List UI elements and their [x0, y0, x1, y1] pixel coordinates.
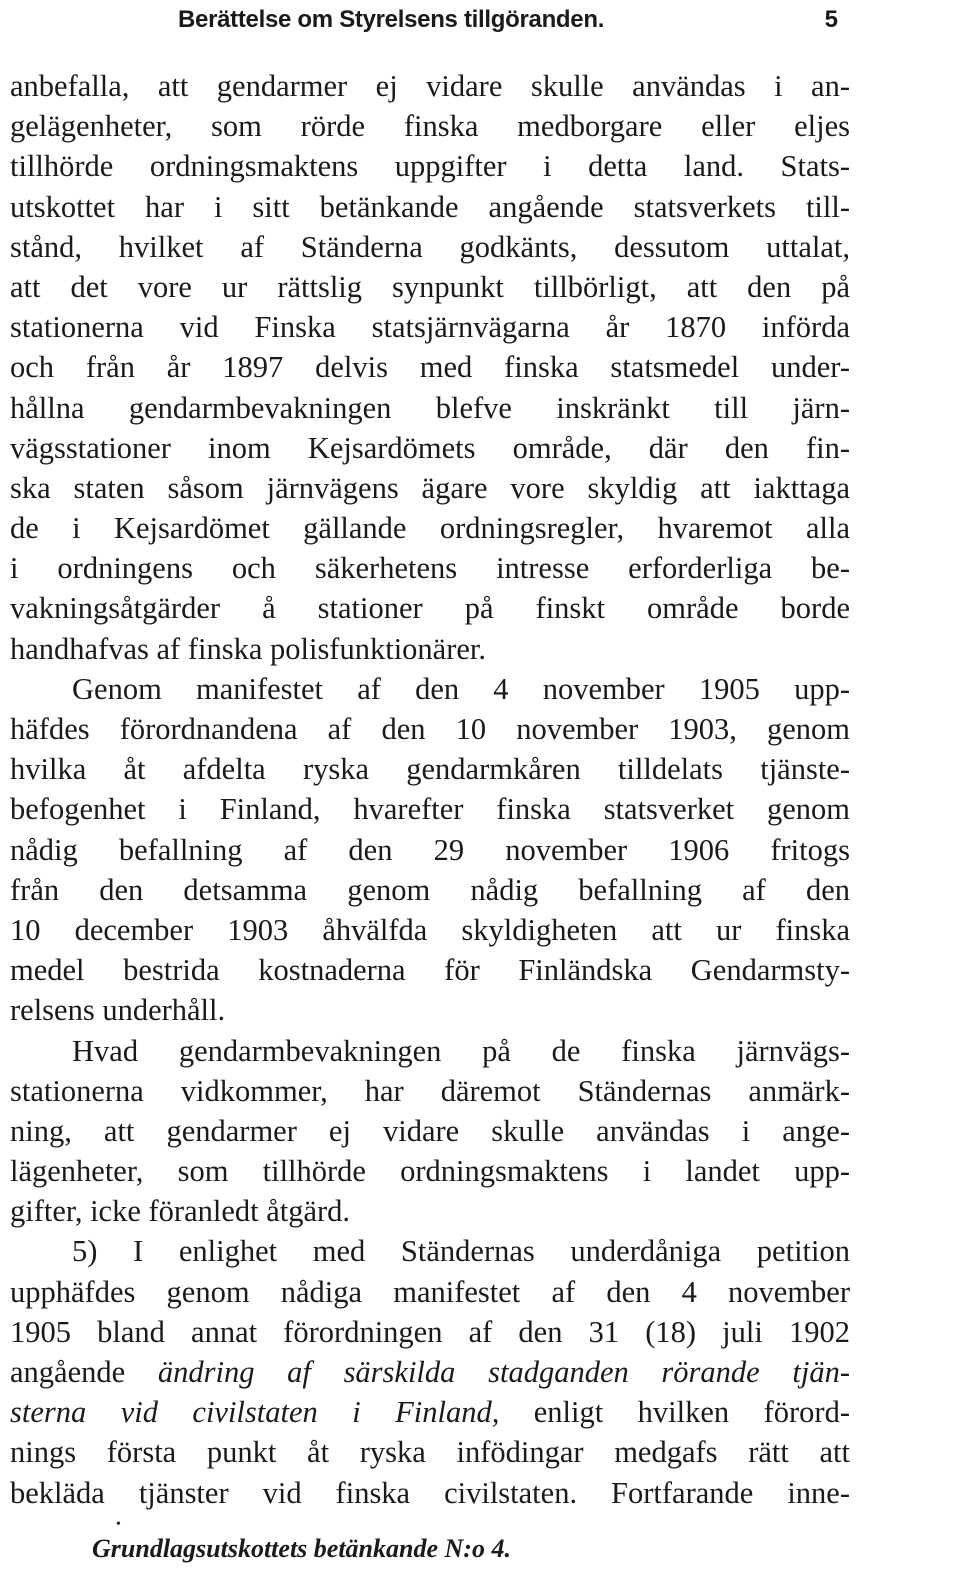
text-segment: angående — [10, 1355, 158, 1389]
text-line: anbefalla, att gendarmer ej vidare skulle användas i an- — [10, 69, 850, 103]
paragraph-start-line: Genom manifestet af den 4 november 1905 upp- — [72, 671, 850, 706]
printer-mark: • — [116, 1517, 121, 1532]
paragraph-start-line: Hvad gendarmbevakningen på de finska järnvägs- — [72, 1033, 850, 1068]
text-line: gifter, icke föranledt åtgärd. — [10, 1194, 351, 1229]
running-header-title: Berättelse om Styrelsens tillgöranden. — [178, 6, 605, 33]
paragraph-start-line: 5) I enlighet med Ständernas underdåniga petition — [72, 1234, 850, 1269]
text-line: vakningsåtgärder å stationer på finskt område borde — [10, 591, 850, 626]
italic-title-segment: sterna vid civilstaten i Finland, — [10, 1395, 500, 1430]
text-segment: enligt hvilken förord- — [499, 1395, 850, 1430]
text-line: 1905 bland annat förordningen af den 31 (18) juli 1902 — [10, 1314, 850, 1349]
italic-title-segment: ändring af särskilda stadganden rörande tjän- — [157, 1355, 851, 1389]
text-line: nings första punkt åt ryska infödingar medgafs rätt att — [10, 1435, 850, 1470]
text-line: gelägenheter, som rörde finska medborgare eller eljes — [10, 109, 850, 144]
text-line: befogenhet i Finland, hvarefter finska statsverket genom — [10, 792, 850, 827]
text-line: tillhörde ordningsmaktens uppgifter i detta land. Stats- — [10, 149, 850, 184]
text-line: stånd, hvilket af Ständerna godkänts, dessutom uttalat, — [10, 229, 850, 264]
text-line: vägsstationer inom Kejsardömets område, där den fin- — [10, 430, 850, 465]
body-text — [10, 66, 850, 1513]
text-line: hållna gendarmbevakningen blefve inskränkt till järn- — [10, 390, 850, 425]
text-line: i ordningens och säkerhetens intresse erforderliga be- — [10, 551, 850, 586]
text-line-with-italic — [10, 1392, 850, 1432]
text-line: ska staten såsom järnvägens ägare vore skyldig att iakttaga — [10, 470, 850, 505]
text-line: stationerna vidkommer, har däremot Ständernas anmärk- — [10, 1073, 850, 1108]
page-number: 5 — [824, 6, 838, 33]
text-line-with-italic — [10, 1352, 850, 1392]
text-line: bekläda tjänster vid finska civilstaten. Fortfarande inne- — [10, 1475, 850, 1510]
text-line: utskottet har i sitt betänkande angående statsverkets till- — [10, 189, 850, 224]
text-line: relsens underhåll. — [10, 993, 226, 1028]
text-line: handhafvas af finska polisfunktionärer. — [10, 631, 486, 666]
text-line: stationerna vid Finska statsjärnvägarna år 1870 införda — [10, 310, 850, 345]
text-line: de i Kejsardömet gällande ordningsregler, hvaremot alla — [10, 511, 850, 546]
text-line: ning, att gendarmer ej vidare skulle användas i ange- — [10, 1113, 850, 1148]
text-line: från den detsamma genom nådig befallning af den — [10, 872, 850, 907]
text-line: att det vore ur rättslig synpunkt tillbörligt, att den på — [10, 269, 850, 304]
text-line: lägenheter, som tillhörde ordningsmaktens i landet upp- — [10, 1154, 850, 1189]
text-line: och från år 1897 delvis med finska statsmedel under- — [10, 350, 850, 385]
text-line: medel bestrida kostnaderna för Finländska Gendarmsty- — [10, 953, 850, 988]
running-header — [0, 4, 960, 38]
text-line: 10 december 1903 åhvälfda skyldigheten att ur finska — [10, 912, 850, 947]
text-line: hvilka åt afdelta ryska gendarmkåren tilldelats tjänste- — [10, 752, 850, 787]
text-line: nådig befallning af den 29 november 1906 fritogs — [10, 832, 850, 867]
text-line: upphäfdes genom nådiga manifestet af den 4 november — [10, 1274, 850, 1309]
footer-signature: Grundlagsutskottets betänkande N:o 4. — [92, 1534, 511, 1563]
text-line: häfdes förordnandena af den 10 november 1903, genom — [10, 712, 850, 746]
